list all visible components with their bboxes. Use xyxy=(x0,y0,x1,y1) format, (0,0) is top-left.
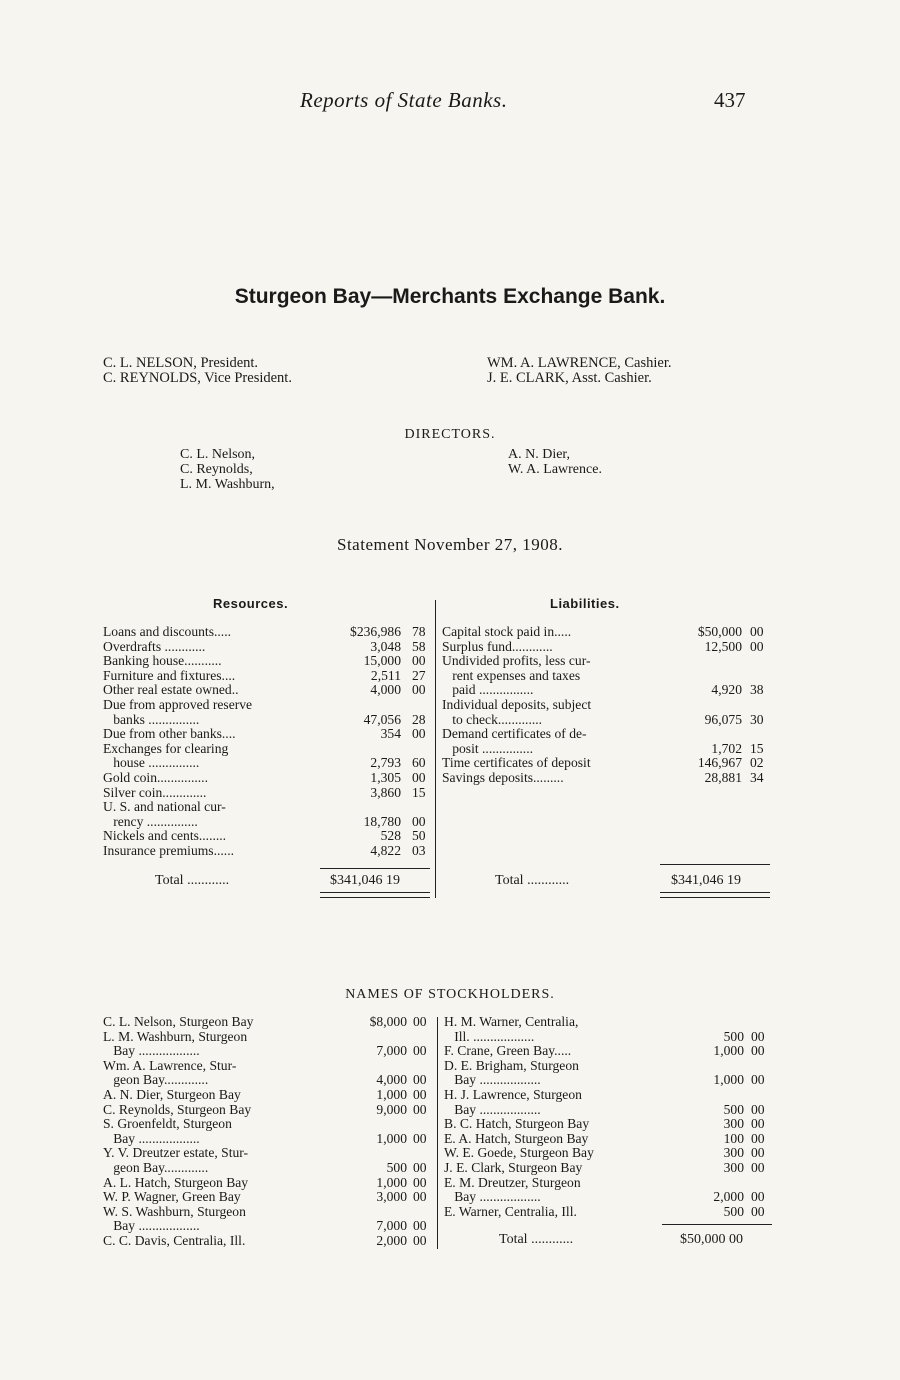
stockholder-row xyxy=(444,1059,774,1074)
stockholder-row xyxy=(444,1015,774,1030)
resource-row-label: Overdrafts ............ xyxy=(103,638,206,654)
stockholder-row-label: Bay .................. xyxy=(103,1218,200,1234)
stockholder-row-dollars: 500 xyxy=(723,1028,744,1044)
resource-row xyxy=(103,742,433,757)
liability-row xyxy=(442,713,772,728)
resource-row-label: Silver coin............. xyxy=(103,784,207,800)
liability-row xyxy=(442,756,772,771)
liability-row-label: Time certificates of deposit xyxy=(442,755,591,771)
officer-president: C. L. NELSON, President. xyxy=(103,355,259,371)
resources-table xyxy=(103,625,433,859)
stockholder-row-label: Bay .................. xyxy=(444,1101,541,1117)
resources-total-rule xyxy=(320,868,430,869)
stockholder-row-dollars: 300 xyxy=(723,1116,744,1132)
stockholder-row-cents: 00 xyxy=(413,1174,427,1190)
stockholder-row-label: W. E. Goede, Sturgeon Bay xyxy=(444,1145,594,1161)
resource-row-cents: 00 xyxy=(412,769,426,785)
stockholder-row-cents: 00 xyxy=(751,1043,765,1059)
stockholder-row-dollars: 100 xyxy=(723,1130,744,1146)
liability-row-cents: 02 xyxy=(750,755,764,771)
resource-row-dollars: 2,511 xyxy=(370,667,401,683)
liability-row-dollars: 146,967 xyxy=(697,755,742,771)
stockholder-row-label: A. L. Hatch, Sturgeon Bay xyxy=(103,1174,249,1190)
stockholder-row-cents: 00 xyxy=(751,1130,765,1146)
resources-total-double-rule xyxy=(320,892,430,898)
resource-row-label: Furniture and fixtures.... xyxy=(103,667,236,683)
stockholder-row-label: C. Reynolds, Sturgeon Bay xyxy=(103,1101,252,1117)
stockholder-row-cents: 00 xyxy=(751,1116,765,1132)
stockholder-row-cents: 00 xyxy=(751,1101,765,1117)
stockholder-row-dollars: 1,000 xyxy=(376,1174,407,1190)
stockholder-row xyxy=(103,1030,433,1045)
director-name: A. N. Dier, xyxy=(508,447,571,462)
stockholder-row xyxy=(444,1132,774,1147)
resource-row xyxy=(103,654,433,669)
statement-date: Statement November 27, 1908. xyxy=(337,535,563,554)
stockholder-row-dollars: 1,000 xyxy=(713,1072,744,1088)
resource-row xyxy=(103,625,433,640)
liability-row-cents: 00 xyxy=(750,624,764,639)
resource-row-cents: 78 xyxy=(412,624,426,639)
officer-vice-president: C. REYNOLDS, Vice President. xyxy=(103,370,292,386)
stockholder-row-label: B. C. Hatch, Sturgeon Bay xyxy=(444,1116,590,1132)
resource-row-label: Loans and discounts..... xyxy=(103,624,231,639)
directors-heading: DIRECTORS. xyxy=(404,427,496,442)
page-number: 437 xyxy=(714,88,746,112)
stockholder-row-label: W. P. Wagner, Green Bay xyxy=(103,1189,241,1205)
stockholder-row-dollars: 7,000 xyxy=(376,1218,407,1234)
stockholder-row-dollars: 2,000 xyxy=(376,1232,407,1248)
resource-row-dollars: 3,048 xyxy=(370,638,401,654)
stockholder-row-dollars: 300 xyxy=(723,1145,744,1161)
running-header-title: Reports of State Banks. xyxy=(300,88,508,112)
officers-right xyxy=(487,356,672,386)
resource-row xyxy=(103,669,433,684)
liability-row-label: Surplus fund............ xyxy=(442,638,553,654)
stockholder-row-dollars: 9,000 xyxy=(376,1101,407,1117)
stockholders-divider xyxy=(437,1017,438,1249)
liability-row-cents: 15 xyxy=(750,740,764,756)
stockholder-row xyxy=(103,1234,433,1249)
stockholder-row xyxy=(103,1190,433,1205)
resource-row xyxy=(103,727,433,742)
resource-row-dollars: 18,780 xyxy=(363,813,401,829)
liability-row-label: Demand certificates of de- xyxy=(442,726,587,742)
stockholder-row-dollars: 3,000 xyxy=(376,1189,407,1205)
stockholder-row-label: Y. V. Dreutzer estate, Stur- xyxy=(103,1145,249,1161)
stockholder-row-label: Ill. .................. xyxy=(444,1028,535,1044)
stockholder-row-label: Bay .................. xyxy=(103,1043,200,1059)
resource-row-cents: 28 xyxy=(412,711,426,727)
liabilities-total-label: Total ............ xyxy=(495,873,570,888)
liability-row-cents: 38 xyxy=(750,682,764,698)
resource-row-cents: 00 xyxy=(412,653,426,669)
resource-row-dollars: 528 xyxy=(380,828,401,844)
liability-row-dollars: 12,500 xyxy=(704,638,742,654)
stockholder-row xyxy=(103,1088,433,1103)
resource-row-label: Banking house........... xyxy=(103,653,222,669)
stockholder-row-dollars: 2,000 xyxy=(713,1189,744,1205)
resources-total-label: Total ............ xyxy=(155,873,230,888)
stockholder-row xyxy=(103,1205,433,1220)
resource-row-label: banks ............... xyxy=(103,711,200,727)
resource-row-cents: 58 xyxy=(412,638,426,654)
stockholder-row-label: Wm. A. Lawrence, Stur- xyxy=(103,1057,237,1073)
stockholder-row xyxy=(444,1117,774,1132)
liability-row-cents: 34 xyxy=(750,769,764,785)
stockholders-right-list xyxy=(444,1015,774,1219)
resource-row-dollars: 354 xyxy=(380,726,401,742)
officer-cashier: WM. A. LAWRENCE, Cashier. xyxy=(487,355,672,371)
resource-row xyxy=(103,713,433,728)
resource-row-cents: 60 xyxy=(412,755,426,771)
resource-row xyxy=(103,756,433,771)
liability-row-dollars: 28,881 xyxy=(704,769,742,785)
resource-row-label: Gold coin............... xyxy=(103,769,208,785)
stockholder-row-label: E. A. Hatch, Sturgeon Bay xyxy=(444,1130,589,1146)
stockholder-row-label: W. S. Washburn, Sturgeon xyxy=(103,1203,246,1219)
stockholder-row xyxy=(103,1117,433,1132)
stockholder-row xyxy=(444,1088,774,1103)
resource-row-dollars: 47,056 xyxy=(363,711,401,727)
stockholder-row-cents: 00 xyxy=(413,1014,427,1029)
resource-row-dollars: 4,000 xyxy=(370,682,401,698)
stockholder-row xyxy=(444,1044,774,1059)
bank-title: Sturgeon Bay—Merchants Exchange Bank. xyxy=(234,285,666,308)
resource-row-cents: 00 xyxy=(412,682,426,698)
stockholder-row-label: Bay .................. xyxy=(444,1072,541,1088)
liability-row-label: paid ................ xyxy=(442,682,534,698)
liability-row-label: to check............. xyxy=(442,711,543,727)
liability-row-label: Capital stock paid in..... xyxy=(442,624,572,639)
stockholder-row xyxy=(103,1161,433,1176)
stockholder-row-cents: 00 xyxy=(751,1159,765,1175)
stockholder-row-dollars: 4,000 xyxy=(376,1072,407,1088)
resource-row-cents: 00 xyxy=(412,813,426,829)
stockholder-row-label: Bay .................. xyxy=(103,1130,200,1146)
director-name: W. A. Lawrence. xyxy=(508,462,602,477)
stockholder-row-dollars: $8,000 xyxy=(369,1014,407,1029)
stockholder-row-label: C. L. Nelson, Sturgeon Bay xyxy=(103,1014,254,1029)
stockholder-row-label: E. Warner, Centralia, Ill. xyxy=(444,1203,577,1219)
stockholder-row-cents: 00 xyxy=(413,1189,427,1205)
liability-row-dollars: 96,075 xyxy=(704,711,742,727)
stockholder-row-dollars: 500 xyxy=(723,1101,744,1117)
officer-asst-cashier: J. E. CLARK, Asst. Cashier. xyxy=(487,370,652,386)
stockholders-total-label: Total ............ xyxy=(499,1232,574,1247)
liabilities-total-value: $341,046 19 xyxy=(671,873,741,888)
resource-row-dollars: 15,000 xyxy=(363,653,401,669)
stockholder-row xyxy=(103,1103,433,1118)
stockholder-row xyxy=(444,1176,774,1191)
liabilities-heading: Liabilities. xyxy=(550,596,620,611)
stockholder-row-cents: 00 xyxy=(413,1159,427,1175)
resource-row xyxy=(103,786,433,801)
resource-row-dollars: 2,793 xyxy=(370,755,401,771)
liabilities-total-rule xyxy=(660,864,770,865)
resource-row-label: Due from other banks.... xyxy=(103,726,236,742)
liability-row xyxy=(442,742,772,757)
stockholder-row xyxy=(444,1073,774,1088)
liability-row-label: rent expenses and taxes xyxy=(442,667,581,683)
stockholder-row xyxy=(444,1146,774,1161)
stockholder-row xyxy=(103,1146,433,1161)
stockholders-total-rule xyxy=(662,1224,772,1225)
stockholder-row-cents: 00 xyxy=(751,1189,765,1205)
resource-row xyxy=(103,800,433,815)
resource-row-cents: 50 xyxy=(412,828,426,844)
stockholder-row xyxy=(444,1030,774,1045)
resource-row-label: rency ............... xyxy=(103,813,198,829)
resource-row-label: U. S. and national cur- xyxy=(103,799,226,815)
stockholder-row-dollars: 7,000 xyxy=(376,1043,407,1059)
stockholder-row xyxy=(444,1190,774,1205)
stockholder-row-cents: 00 xyxy=(413,1130,427,1146)
liabilities-total-double-rule xyxy=(660,892,770,898)
liability-row xyxy=(442,669,772,684)
liabilities-table xyxy=(442,625,772,786)
stockholder-row xyxy=(444,1103,774,1118)
stockholder-row-label: C. C. Davis, Centralia, Ill. xyxy=(103,1232,246,1248)
stockholder-row-cents: 00 xyxy=(413,1043,427,1059)
resource-row-label: Exchanges for clearing xyxy=(103,740,229,756)
liability-row xyxy=(442,771,772,786)
director-name: L. M. Washburn, xyxy=(180,477,275,492)
stockholder-row-cents: 00 xyxy=(413,1086,427,1102)
stockholder-row-label: A. N. Dier, Sturgeon Bay xyxy=(103,1086,241,1102)
liability-row xyxy=(442,683,772,698)
director-name: C. Reynolds, xyxy=(180,462,253,477)
resource-row xyxy=(103,829,433,844)
stockholder-row-dollars: 1,000 xyxy=(376,1086,407,1102)
resource-row xyxy=(103,698,433,713)
stockholder-row-cents: 00 xyxy=(413,1072,427,1088)
resource-row xyxy=(103,771,433,786)
liability-row-dollars: 4,920 xyxy=(711,682,742,698)
column-divider xyxy=(435,600,436,898)
stockholder-row-cents: 00 xyxy=(751,1145,765,1161)
stockholders-heading: NAMES OF STOCKHOLDERS. xyxy=(345,987,555,1002)
resource-row xyxy=(103,844,433,859)
liability-row-cents: 00 xyxy=(750,638,764,654)
resources-heading: Resources. xyxy=(213,596,289,611)
resource-row-cents: 03 xyxy=(412,842,426,858)
resource-row-dollars: $236,986 xyxy=(350,624,401,639)
resource-row-cents: 15 xyxy=(412,784,426,800)
stockholder-row-label: F. Crane, Green Bay..... xyxy=(444,1043,572,1059)
stockholders-left-list xyxy=(103,1015,433,1249)
resource-row-label: house ............... xyxy=(103,755,200,771)
stockholder-row xyxy=(103,1176,433,1191)
directors-right xyxy=(508,447,602,477)
stockholder-row-cents: 00 xyxy=(413,1101,427,1117)
resource-row-label: Nickels and cents........ xyxy=(103,828,227,844)
officers-left xyxy=(103,356,292,386)
stockholder-row xyxy=(103,1044,433,1059)
stockholder-row-label: H. M. Warner, Centralia, xyxy=(444,1014,579,1029)
resource-row xyxy=(103,683,433,698)
resource-row-dollars: 4,822 xyxy=(370,842,401,858)
resource-row xyxy=(103,640,433,655)
stockholder-row-label: J. E. Clark, Sturgeon Bay xyxy=(444,1159,583,1175)
resource-row-cents: 00 xyxy=(412,726,426,742)
stockholder-row xyxy=(103,1073,433,1088)
liability-row xyxy=(442,727,772,742)
director-name: C. L. Nelson, xyxy=(180,447,256,462)
stockholder-row-cents: 00 xyxy=(751,1203,765,1219)
stockholder-row-label: D. E. Brigham, Sturgeon xyxy=(444,1057,579,1073)
liability-row-label: posit ............... xyxy=(442,740,534,756)
stockholder-row-label: S. Groenfeldt, Sturgeon xyxy=(103,1116,232,1132)
resource-row-label: Insurance premiums...... xyxy=(103,842,234,858)
stockholder-row-label: geon Bay............. xyxy=(103,1072,209,1088)
resource-row-dollars: 1,305 xyxy=(370,769,401,785)
stockholder-row-label: H. J. Lawrence, Sturgeon xyxy=(444,1086,582,1102)
stockholder-row-dollars: 300 xyxy=(723,1159,744,1175)
liability-row xyxy=(442,640,772,655)
stockholder-row-dollars: 500 xyxy=(723,1203,744,1219)
liability-row xyxy=(442,654,772,669)
stockholder-row xyxy=(444,1161,774,1176)
stockholder-row-dollars: 1,000 xyxy=(713,1043,744,1059)
resource-row xyxy=(103,815,433,830)
stockholders-total-value: $50,000 00 xyxy=(680,1232,743,1247)
resources-total-value: $341,046 19 xyxy=(330,873,400,888)
stockholder-row-label: L. M. Washburn, Sturgeon xyxy=(103,1028,248,1044)
liability-row-label: Undivided profits, less cur- xyxy=(442,653,591,669)
stockholder-row xyxy=(103,1059,433,1074)
liability-row-dollars: 1,702 xyxy=(711,740,742,756)
resource-row-label: Due from approved reserve xyxy=(103,696,253,712)
stockholder-row-cents: 00 xyxy=(413,1218,427,1234)
liability-row-label: Individual deposits, subject xyxy=(442,696,592,712)
liability-row xyxy=(442,698,772,713)
stockholder-row xyxy=(103,1132,433,1147)
liability-row-dollars: $50,000 xyxy=(697,624,742,639)
stockholder-row-dollars: 1,000 xyxy=(376,1130,407,1146)
stockholder-row-label: geon Bay............. xyxy=(103,1159,209,1175)
stockholder-row-dollars: 500 xyxy=(386,1159,407,1175)
stockholder-row-cents: 00 xyxy=(413,1232,427,1248)
stockholder-row-cents: 00 xyxy=(751,1028,765,1044)
liability-row xyxy=(442,625,772,640)
stockholder-row xyxy=(444,1205,774,1220)
liability-row-label: Savings deposits......... xyxy=(442,769,564,785)
stockholder-row-cents: 00 xyxy=(751,1072,765,1088)
stockholder-row xyxy=(103,1219,433,1234)
liability-row-cents: 30 xyxy=(750,711,764,727)
stockholder-row-label: E. M. Dreutzer, Sturgeon xyxy=(444,1174,581,1190)
stockholder-row-label: Bay .................. xyxy=(444,1189,541,1205)
resource-row-dollars: 3,860 xyxy=(370,784,401,800)
stockholder-row xyxy=(103,1015,433,1030)
directors-left xyxy=(180,447,275,492)
resource-row-cents: 27 xyxy=(412,667,426,683)
resource-row-label: Other real estate owned.. xyxy=(103,682,239,698)
